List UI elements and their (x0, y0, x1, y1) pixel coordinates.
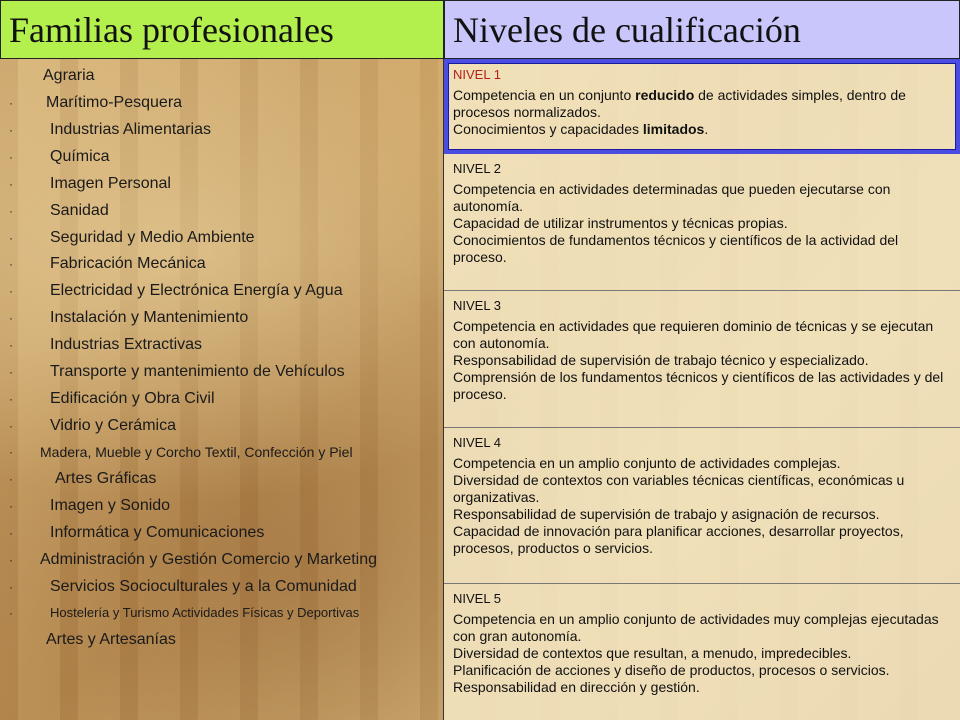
level-4-line: Diversidad de contextos con variables técnicas científicas, económicas u organizativas. (453, 472, 905, 505)
level-4-line: Competencia en un amplio conjunto de actividades complejas. (453, 455, 841, 471)
bullet: · (9, 499, 13, 513)
family-item (0, 175, 171, 193)
bullet: · (9, 284, 13, 298)
family-label: Transporte y mantenimiento de Vehículos (50, 363, 345, 380)
family-item (0, 605, 359, 620)
level-1-text-2 (453, 121, 951, 138)
level-3-box (444, 291, 960, 428)
level-1-text-1 (453, 87, 951, 121)
bullet: · (9, 257, 13, 271)
bullet: · (9, 123, 13, 137)
family-item (0, 470, 156, 488)
bullet: · (9, 311, 13, 325)
level-5-title: NIVEL 5 (453, 591, 501, 606)
family-label: Industrias Extractivas (50, 336, 203, 353)
family-label: Instalación y Mantenimiento (50, 309, 249, 326)
bullet: · (9, 150, 13, 164)
bullet: · (9, 419, 13, 433)
level-1-box (444, 59, 960, 154)
level-3-line: Comprensión de los fundamentos técnicos y científicos de las actividades y del proceso. (453, 369, 944, 402)
family-item (0, 67, 95, 85)
family-item (0, 497, 170, 515)
family-item (0, 229, 255, 247)
family-item (0, 282, 343, 300)
level-2-line: Conocimientos de fundamentos técnicos y científicos de la actividad del proceso. (453, 232, 899, 265)
family-label: Vidrio y Cerámica (50, 417, 176, 434)
level-5-box (444, 584, 960, 720)
level-5-line: Responsabilidad en dirección y gestión. (453, 679, 700, 695)
family-item (0, 148, 110, 166)
level-2-box (444, 154, 960, 291)
level-4-box (444, 428, 960, 584)
header-familias (0, 0, 444, 59)
bullet: · (9, 445, 13, 459)
family-label: Industrias Alimentarias (50, 121, 211, 138)
family-label: Fabricación Mecánica (50, 255, 206, 272)
bullet: · (9, 392, 13, 406)
bullet: · (9, 177, 13, 191)
level-2-line: Capacidad de utilizar instrumentos y técnicas propias. (453, 215, 788, 231)
family-item (0, 336, 202, 354)
header-familias-title: Familias profesionales (9, 9, 334, 50)
family-item (0, 121, 211, 139)
family-item (0, 631, 176, 649)
family-label: Sanidad (50, 202, 109, 219)
bullet: · (9, 231, 13, 245)
level-5-line: Diversidad de contextos que resultan, a menudo, impredecibles. (453, 645, 852, 661)
family-label: Imagen Personal (50, 175, 171, 192)
family-item (0, 202, 109, 220)
level-1-text-a: Competencia en un conjunto (453, 87, 636, 103)
family-item (0, 524, 264, 542)
family-label: Informática y Comunicaciones (50, 524, 265, 541)
family-label: Artes y Artesanías (46, 631, 176, 648)
family-item (0, 578, 357, 596)
level-1-text-d: Conocimientos y capacidades (453, 121, 643, 137)
family-label: Edificación y Obra Civil (50, 390, 215, 407)
level-1-text-f: . (704, 121, 709, 137)
family-item (0, 444, 353, 460)
family-item (0, 309, 248, 327)
family-item (0, 363, 345, 381)
bullet: · (9, 580, 13, 594)
bullet: · (9, 338, 13, 352)
family-item (0, 390, 215, 408)
family-label: Madera, Mueble y Corcho Textil, Confección y Piel (40, 444, 353, 460)
family-item (0, 255, 206, 273)
header-niveles (444, 0, 960, 59)
family-label: Servicios Socioculturales y a la Comunidad (50, 578, 357, 595)
level-1-emph-limitados: limitados (642, 121, 705, 137)
bullet: · (9, 605, 13, 620)
bullet: · (9, 553, 13, 567)
level-4-line: Capacidad de innovación para planificar acciones, desarrollar proyectos, procesos, productos o servicios. (453, 523, 904, 556)
level-3-line: Competencia en actividades que requieren dominio de técnicas y se ejecutan con autonomía. (453, 318, 934, 351)
family-label: Agraria (43, 67, 95, 84)
family-item (0, 551, 377, 569)
bullet: · (9, 96, 13, 110)
level-4-line: Responsabilidad de supervisión de trabajo y asignación de recursos. (453, 506, 880, 522)
level-1-text-c: de actividades simples, dentro de procesos normalizados. (453, 87, 906, 120)
level-3-title: NIVEL 3 (453, 298, 501, 313)
level-2-title: NIVEL 2 (453, 161, 501, 176)
header-niveles-title: Niveles de cualificación (453, 9, 801, 50)
bullet: · (9, 204, 13, 218)
level-5-line: Competencia en un amplio conjunto de actividades muy complejas ejecutadas con gran autonomía. (453, 611, 939, 644)
bullet: · (9, 526, 13, 540)
bullet: · (9, 472, 13, 486)
family-label: Imagen y Sonido (50, 497, 171, 514)
family-label: Administración y Gestión Comercio y Marketing (40, 551, 378, 568)
family-item (0, 417, 176, 435)
family-label: Artes Gráficas (55, 470, 157, 487)
level-4-title: NIVEL 4 (453, 435, 501, 450)
family-label: Electricidad y Electrónica Energía y Agua (50, 282, 343, 299)
family-label: Química (50, 148, 110, 165)
level-3-line: Responsabilidad de supervisión de trabajo técnico y especializado. (453, 352, 869, 368)
level-1-emph-reducido: reducido (635, 87, 695, 103)
family-label: Seguridad y Medio Ambiente (50, 229, 255, 246)
family-label: Hostelería y Turismo Actividades Físicas y Deportivas (50, 605, 360, 620)
family-label: Marítimo-Pesquera (46, 94, 183, 111)
bullet: · (9, 365, 13, 379)
families-panel (0, 59, 444, 720)
level-2-line: Competencia en actividades determinadas que pueden ejecutarse con autonomía. (453, 181, 891, 214)
family-item (0, 94, 182, 112)
level-5-line: Planificación de acciones y diseño de productos, procesos o servicios. (453, 662, 890, 678)
level-1-title: NIVEL 1 (453, 67, 501, 82)
